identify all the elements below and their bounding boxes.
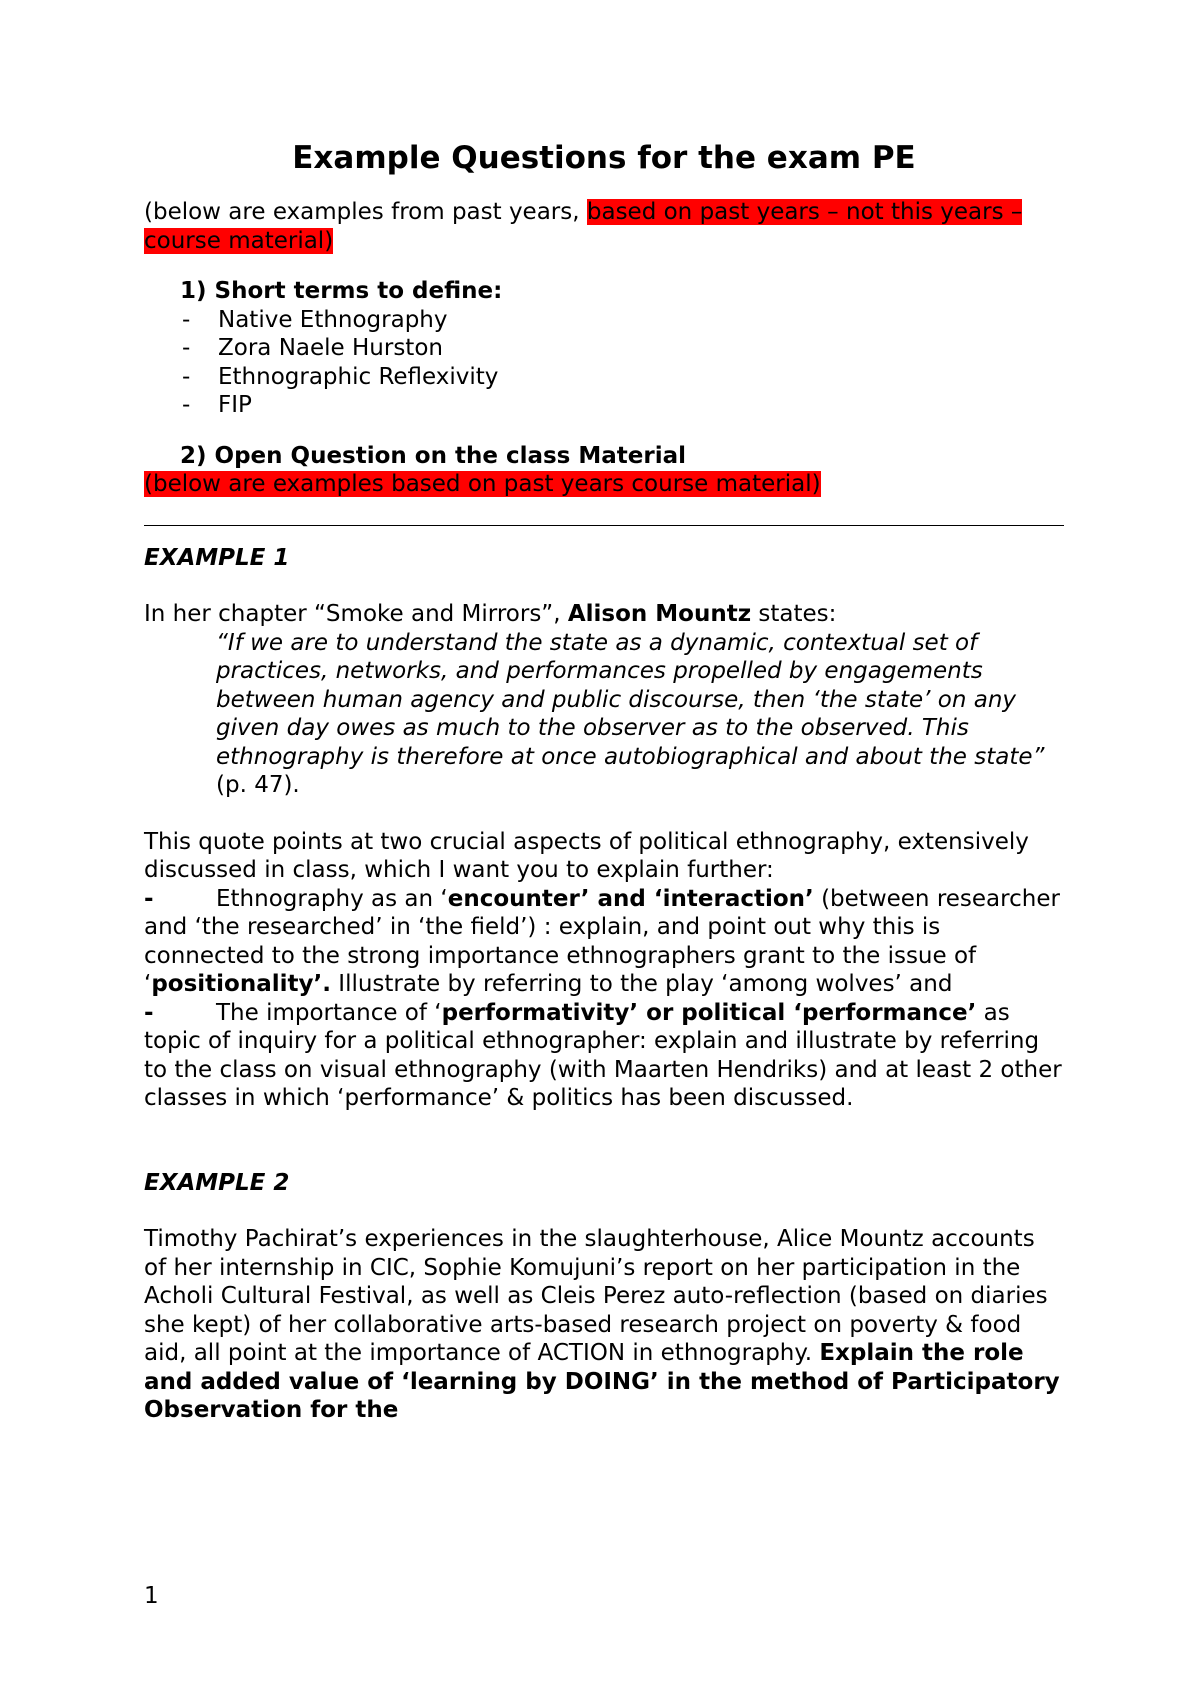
section2-highlight: (below are examples based on past years course material)	[144, 471, 821, 497]
dash-bullet: -	[182, 392, 191, 418]
term-text: Ethnographic Reflexivity	[218, 363, 499, 390]
bullet-bold: positionality’.	[151, 971, 331, 997]
section2-note	[144, 470, 1064, 499]
bullet-text: Illustrate by referring to the play ‘among wolves’ and	[330, 971, 953, 997]
quote-citation: (p. 47).	[216, 772, 300, 798]
dash-bullet: -	[144, 885, 154, 912]
section1-heading: 1) Short terms to define:	[180, 278, 503, 304]
example1-heading: EXAMPLE 1	[144, 544, 290, 571]
intro-text: (below are examples from past years,	[144, 199, 587, 225]
dash-bullet: -	[182, 335, 191, 361]
bullet-text: as topic of inquiry for a political ethnographer: explain and illustrate by referring to the class on visual ethnography (with Maarten Hendriks) and at least 2 other classes in which ‘performance’ & politics has been discussed.	[144, 999, 1062, 1111]
lead-text: In her chapter “Smoke and Mirrors”,	[144, 601, 568, 627]
bullet-text: The importance of ‘	[216, 999, 442, 1026]
term-text: FIP	[218, 392, 252, 418]
example2-bold: Explain the role and added value of ‘learning by DOING’ in the method of Participatory Observation for the	[144, 1340, 1060, 1423]
bullet-text: (between researcher and ‘the researched’ in ‘the field’) : explain, and point out why this is connected to the strong importance ethnographers grant to the issue of ‘	[144, 885, 1060, 997]
quote-text: “If we are to understand the state as a dynamic, contextual set of practices, networks, and performances propelled by engagements between human agency and public discourse, then ‘the state’ on any given day owes as much to the observer as to the observed. This ethnography is therefore at once autobiographical and about the state”	[216, 629, 1045, 770]
term-text: Native Ethnography	[218, 306, 448, 333]
dash-bullet: -	[144, 999, 154, 1026]
list-item	[144, 334, 1064, 363]
page-number: 1	[144, 1583, 159, 1609]
example2-text: Timothy Pachirat’s experiences in the slaughterhouse, Alice Mountz accounts of her internship in CIC, Sophie Komujuni’s report on her participation in the Acholi Cultural Festival, as well as Cleis Perez auto-reflection (based on diaries she kept) of her collaborative arts-based research project on poverty & food aid, all point at the importance of ACTION in ethnography.	[144, 1226, 1048, 1366]
document-title: Example Questions for the exam PE	[292, 140, 916, 176]
example1-lead	[144, 600, 1064, 629]
section2-heading: 2) Open Question on the class Material	[180, 442, 687, 469]
lead-author: Alison Mountz	[567, 601, 752, 627]
example2-heading: EXAMPLE 2	[144, 1169, 290, 1196]
dash-bullet: -	[182, 306, 191, 333]
dash-bullet: -	[182, 363, 191, 390]
term-list	[144, 306, 1064, 420]
intro-highlight: based on past years – not this years – course material)	[144, 199, 1023, 254]
example1-bullet-encounter	[144, 885, 1064, 999]
example1-body: This quote points at two crucial aspects of political ethnography, extensively discussed in class, which I want you to explain further:	[144, 828, 1029, 883]
spacer	[144, 1113, 1064, 1169]
lead-suffix: states:	[751, 601, 837, 627]
horizontal-rule	[144, 525, 1064, 526]
example2-body	[144, 1225, 1064, 1425]
list-item	[144, 306, 1064, 335]
example1-bullet-performativity	[144, 999, 1064, 1113]
example1-quote	[144, 629, 1064, 800]
term-text: Zora Naele Hurston	[218, 335, 443, 361]
bullet-bold: encounter’ and ‘interaction’	[447, 885, 814, 912]
list-item	[144, 391, 1064, 420]
bullet-text: Ethnography as an ‘	[216, 885, 448, 912]
intro-note	[144, 198, 1064, 255]
document-body	[144, 138, 1064, 1425]
list-item	[144, 363, 1064, 392]
bullet-bold: performativity’ or political ‘performance’	[441, 999, 977, 1026]
